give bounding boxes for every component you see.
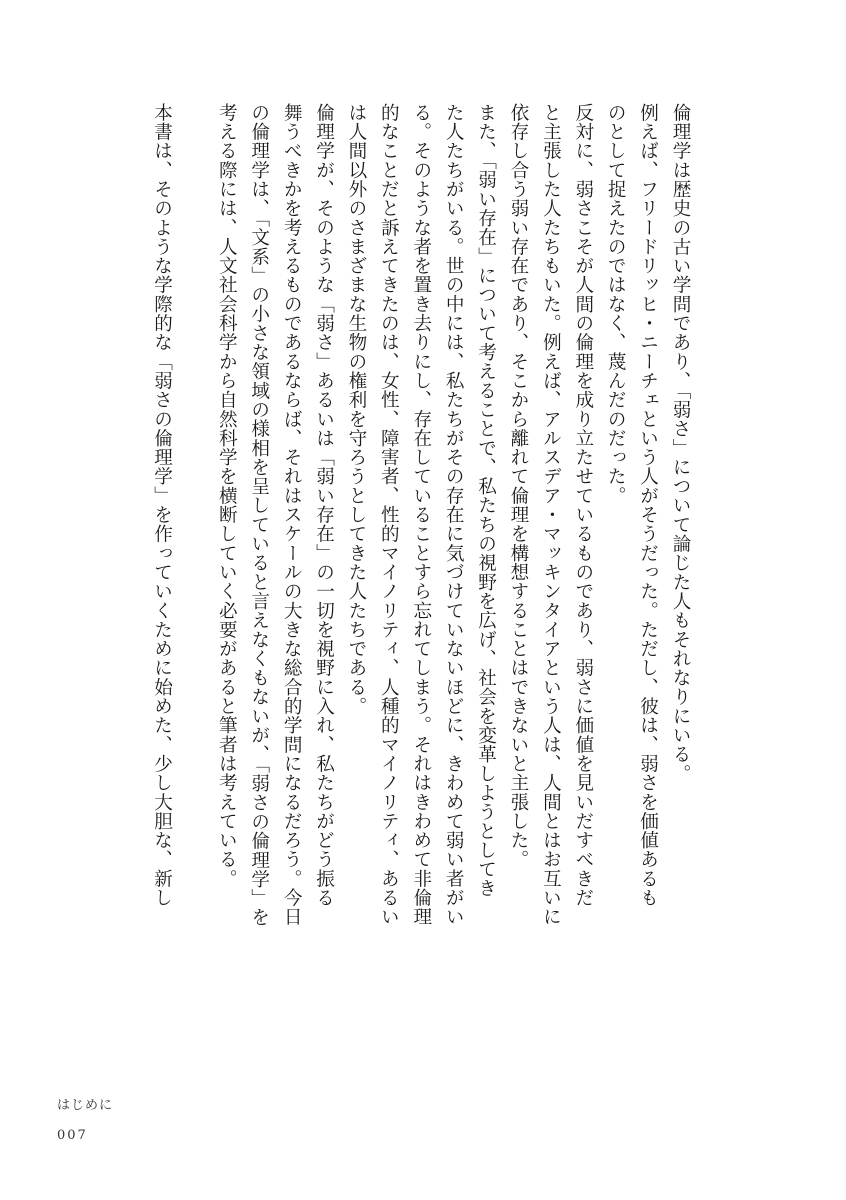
text-line: 舞うべきかを考えるものであるならば、それはスケールの大きな総合的学問になるだろう。今日 (281, 103, 303, 927)
text-line: る。そのような者を置き去りにし、存在していることすら忘れてしまう。それはきわめて非倫理 (410, 103, 432, 927)
paragraph-3 (340, 103, 502, 965)
text-line: 倫理学が、そのような「弱さ」あるいは「弱い存在」の一切を視野に入れ、私たちがどう振る (313, 103, 335, 908)
text-line: 的なことだと訴えてきたのは、女性、障害者、性的マイノリティ、人種的マイノリティ、あるい (378, 103, 400, 927)
text-line: 倫理学は歴史の古い学問であり、「弱さ」について論じた人もそれなりにいる。 (670, 103, 691, 784)
text-line: は人間以外のさまざまな生物の権利を守ろうとしてきた人たちである。 (345, 103, 367, 716)
section-label: はじめに (57, 1098, 114, 1113)
text-line: の倫理学は、「文系」の小さな領域の様相を呈していると言えなくもないが、「弱さの倫理学」を (248, 103, 270, 927)
text-line: 本書は、そのような学際的な「弱さの倫理学」を作っていくために始めた、少し大胆な、新し (151, 103, 173, 908)
paragraph-4 (210, 103, 340, 965)
text-line: また、「弱い存在」について考えることで、私たちの視野を広げ、社会を変革しようとしてき (475, 103, 497, 898)
text-line: と主張した人たちもいた。例えば、アルスデア・マッキンタイアという人は、人間とはお互いに (540, 103, 562, 927)
text-line: た人たちがいる。世の中には、私たちがその存在に気づけていないほどに、きわめて弱い者がい (443, 103, 465, 927)
text-line: 例えば、フリードリッヒ・ニーチェという人がそうだった。ただし、彼は、弱さを価値あるも (637, 103, 659, 908)
paragraph-1 (599, 103, 696, 965)
page-number: 007 (57, 1128, 88, 1143)
text-line: のとして捉えたのではなく、蔑んだのだった。 (605, 103, 627, 506)
text-line: 考える際には、人文社会科学から自然科学を横断していく必要があると筆者は考えている。 (216, 103, 238, 889)
text-line: 依存し合う弱い存在であり、そこから離れて倫理を構想することはできないと主張した。 (507, 103, 529, 869)
text-line: 反対に、弱さこそが人間の倫理を成り立たせているものであり、弱さに価値を見いだすべきだ (572, 103, 594, 908)
paragraph-5 (145, 103, 177, 965)
paragraph-2 (502, 103, 599, 965)
vertical-body-text (145, 103, 696, 965)
